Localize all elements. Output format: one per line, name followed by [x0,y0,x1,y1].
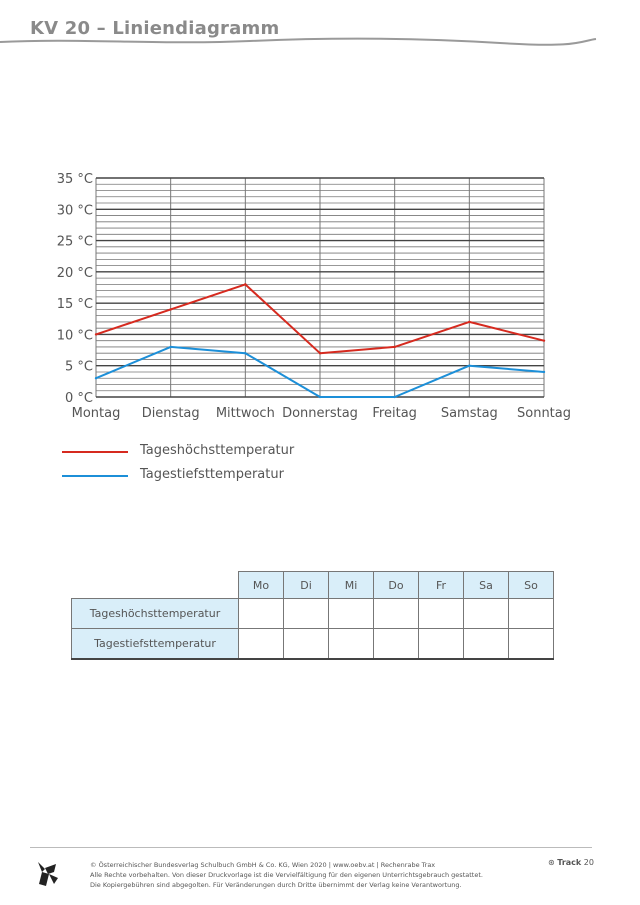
table-cell[interactable] [329,629,374,660]
table-cell[interactable] [464,629,509,660]
data-point-low [169,346,171,348]
footer-line: © Österreichischer Bundesverlag Schulbuch GmbH & Co. KG, Wien 2020 | www.oebv.at | Rechenrabe Trax [90,861,436,869]
table-cell[interactable] [374,599,419,629]
y-tick-label: 5 °C [65,359,93,375]
table-row-label: Tageshöchsttemperatur [72,599,239,629]
table-row [72,599,554,629]
table-cell[interactable] [419,599,464,629]
y-tick-label: 25 °C [56,234,93,250]
footer-track [548,858,594,867]
footer-divider [30,847,592,848]
table-cell[interactable] [239,599,284,629]
y-tick-label: 30 °C [56,203,93,219]
table-day-header: Sa [464,572,509,599]
data-point-low [468,365,470,367]
table-cell[interactable] [329,599,374,629]
table-day-header: Do [374,572,419,599]
x-tick-label: Montag [71,406,121,421]
legend-label-high: Tageshöchsttemperatur [140,443,295,458]
table-cell[interactable] [419,629,464,660]
data-point-low [393,396,395,398]
x-tick-label: Sonntag [517,406,571,421]
x-tick-label: Donnerstag [282,406,358,421]
line-chart [0,0,640,430]
table-cell[interactable] [509,629,554,660]
y-tick-label: 35 °C [56,172,93,187]
table-cell[interactable] [374,629,419,660]
data-point-high [543,339,545,341]
x-tick-label: Mittwoch [215,406,275,421]
data-point-high [319,352,321,354]
data-point-low [95,377,97,379]
page-title: KV 20 – Liniendiagramm [30,18,280,39]
data-point-low [244,352,246,354]
x-tick-label: Dienstag [141,406,200,421]
legend-label-low: Tagestiefsttemperatur [140,467,284,482]
data-point-high [393,346,395,348]
table-cell[interactable] [284,629,329,660]
data-point-high [244,283,246,285]
table-day-header: Di [284,572,329,599]
table-corner [72,572,239,599]
footer-copyright [90,860,483,890]
data-point-low [543,371,545,373]
x-tick-label: Samstag [440,406,498,421]
table-day-header: So [509,572,554,599]
y-tick-label: 15 °C [56,297,93,313]
table-day-header: Mo [239,572,284,599]
temperature-table [71,571,554,660]
track-icon: ⊛ [548,858,555,867]
table-cell[interactable] [284,599,329,629]
y-tick-label: 10 °C [56,328,93,344]
y-tick-label: 0 °C [65,391,93,406]
data-point-high [468,321,470,323]
data-point-high [169,308,171,310]
table-row [72,629,554,660]
legend-swatch-low [62,475,128,477]
legend-swatch-high [62,451,128,453]
publisher-logo-icon [34,860,60,888]
track-number: 20 [583,858,594,867]
y-tick-label: 20 °C [56,265,93,281]
table-cell[interactable] [239,629,284,660]
table-day-header: Mi [329,572,374,599]
table-cell[interactable] [509,599,554,629]
data-point-high [95,333,97,335]
track-brand: Track [557,858,582,867]
table-header-row [72,572,554,599]
footer-line: Alle Rechte vorbehalten. Von dieser Druckvorlage ist die Vervielfältigung für den eigenen Unterrichtsgebrauch gestattet. [90,871,483,879]
x-tick-label: Freitag [372,406,417,421]
table-day-header: Fr [419,572,464,599]
data-point-low [319,396,321,398]
table-cell[interactable] [464,599,509,629]
footer-line: Die Kopiergebühren sind abgegolten. Für Veränderungen durch Dritte übernimmt der Verlag keine Verantwortung. [90,881,462,889]
table-row-label: Tagestiefsttemperatur [72,629,239,660]
